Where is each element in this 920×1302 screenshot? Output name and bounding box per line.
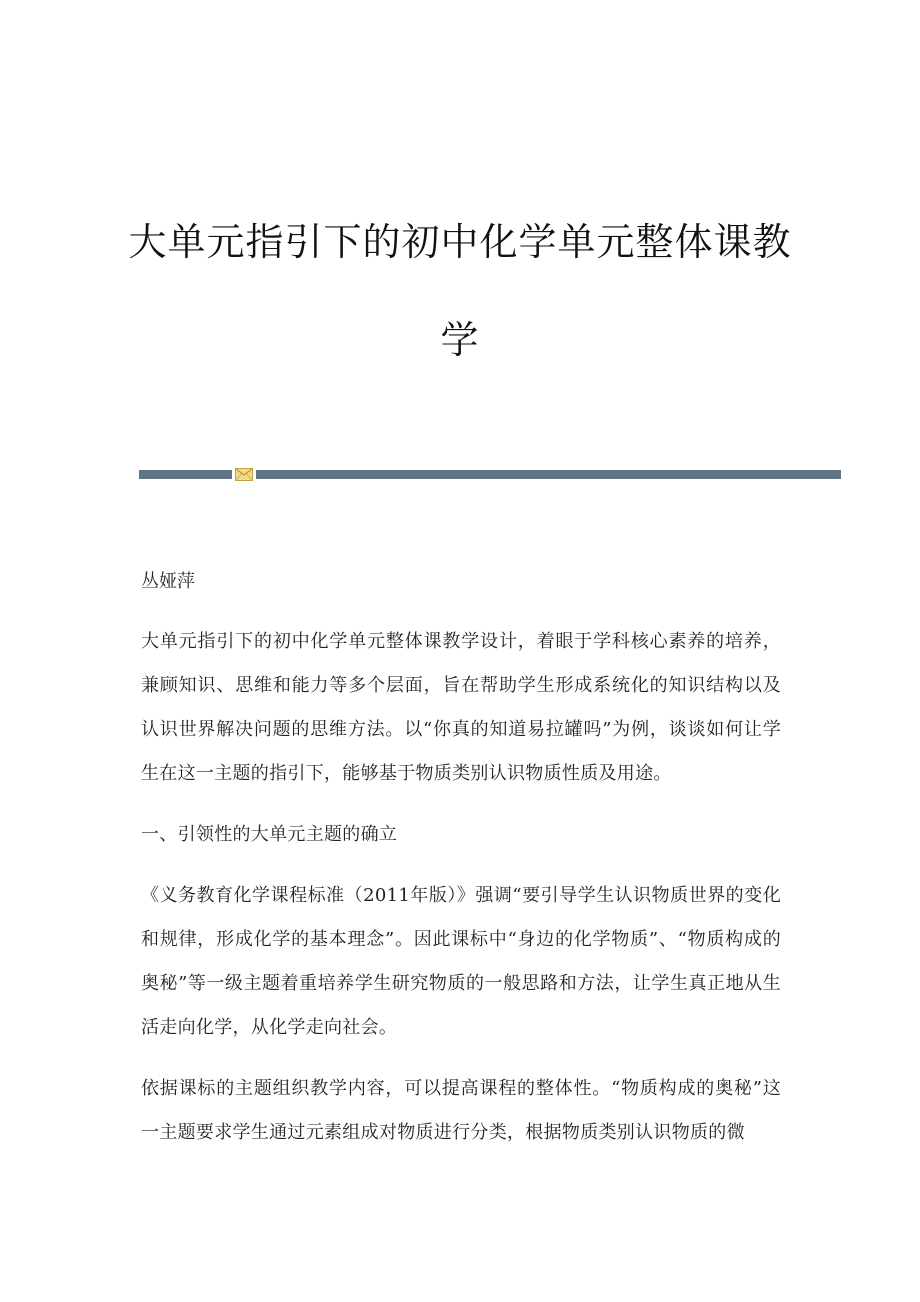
envelope-ornament-icon — [235, 468, 253, 481]
author-name: 丛娅萍 — [141, 571, 195, 592]
body-paragraph: 《义务教育化学课程标准（2011年版）》强调“要引导学生认识物质世界的变化和规律，形成化学的基本理念”。因此课标中“身边的化学物质”、“物质构成的奥秘”等一级主题着重培养学生研究物质的一般思路和方法，让学生真正地从生活走向化学，从化学走向社会。 — [141, 885, 781, 1038]
article-body — [141, 560, 781, 1172]
section-heading: 一、引领性的大单元主题的确立 — [141, 824, 398, 845]
title-line-1: 大单元指引下的初中化学单元整体课教 — [128, 220, 792, 264]
title-line-2: 学 — [440, 318, 480, 362]
abstract-paragraph: 大单元指引下的初中化学单元整体课教学设计，着眼于学科核心素养的培养，兼顾知识、思维和能力等多个层面，旨在帮助学生形成系统化的知识结构以及认识世界解决问题的思维方法。以“你真的知道易拉罐吗”为例，谈谈如何让学生在这一主题的指引下，能够基于物质类别认识物质性质及用途。 — [141, 631, 781, 784]
body-paragraph: 依据课标的主题组织教学内容，可以提高课程的整体性。“物质构成的奥秘”这一主题要求学生通过元素组成对物质进行分类，根据物质类别认识物质的微 — [141, 1078, 781, 1143]
title-divider-right — [256, 470, 841, 479]
title-divider-left — [139, 470, 232, 479]
